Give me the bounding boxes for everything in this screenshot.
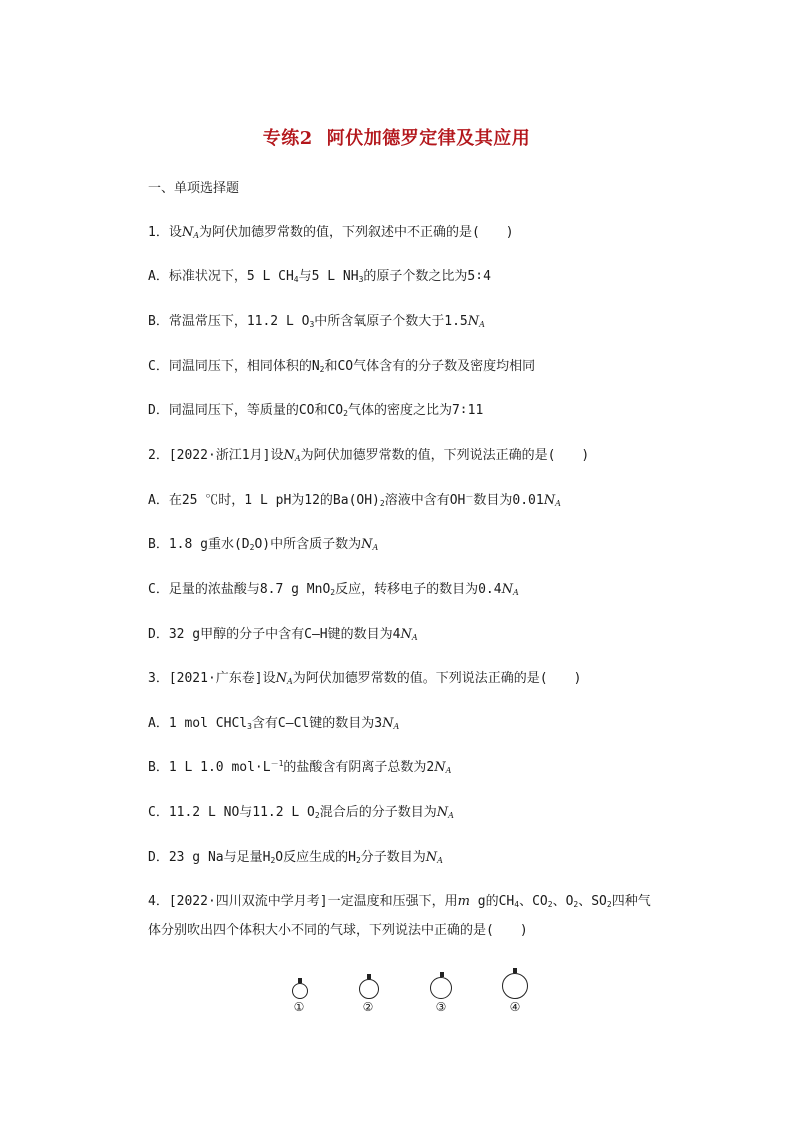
title-part-b: 阿伏加德罗定律及其应用 bbox=[326, 128, 531, 149]
question-1-option-a[interactable]: A．标准状况下，5 L $CH_4$与5 L $NH_3$的原子个数之比为5∶4 bbox=[148, 269, 491, 284]
question-1-option-b[interactable]: B．常温常压下，11.2 L $O_3$中所含氧原子个数大于$1.5N_A$ bbox=[148, 314, 485, 329]
section-heading: 一、单项选择题 bbox=[148, 181, 240, 196]
question-2-option-c[interactable]: C．足量的浓盐酸与8.7 g MnO$_2$反应，转移电子的数目为$0.4N_A$ bbox=[148, 582, 519, 597]
question-4-stem-line1: 4．[2022·四川双流中学月考]一定温度和压强下，用m g的$CH_4$、$CO_2$、$O_2$、$SO_2$四种气 bbox=[148, 894, 651, 909]
question-3-option-b[interactable]: B．1 L 1.0 $mol\cdot L^{-1}$的盐酸含有阴离子总数为$2N_A$ bbox=[148, 759, 452, 775]
question-2-option-a[interactable]: A．在25 ℃时，1 L pH为12的$Ba(OH)_2$溶液中含有OH－数目为$0.01N_A$ bbox=[148, 492, 561, 508]
question-3-option-c[interactable]: C．11.2 L NO与11.2 L $O_2$混合后的分子数目为$N_A$ bbox=[148, 805, 454, 820]
question-3-option-a[interactable]: A．1 mol CHCl$_3$含有C—Cl键的数目为$3N_A$ bbox=[148, 716, 400, 731]
question-2-option-b[interactable]: B．1.8 g重水$(D_2O)$中所含质子数为$N_A$ bbox=[148, 537, 379, 552]
title-part-a: 专练2 bbox=[262, 128, 313, 149]
page-title bbox=[0, 124, 793, 150]
question-1-option-d[interactable]: D．同温同压下，等质量的CO和$CO_2$气体的密度之比为7∶11 bbox=[148, 403, 484, 418]
balloon-label-2: ② bbox=[362, 1000, 374, 1014]
balloon-figure bbox=[280, 966, 540, 1026]
balloon-label-3: ③ bbox=[435, 1000, 447, 1014]
question-1-option-c[interactable]: C．同温同压下，相同体积的$N_2$和CO气体含有的分子数及密度均相同 bbox=[148, 359, 536, 374]
question-1-stem: 1．设$N_A$为阿伏加德罗常数的值，下列叙述中不正确的是( ) bbox=[148, 225, 514, 240]
question-3-stem: 3．[2021·广东卷]设$N_A$为阿伏加德罗常数的值。下列说法正确的是( ) bbox=[148, 671, 582, 686]
balloon-label-4: ④ bbox=[509, 1000, 521, 1014]
question-2-option-d[interactable]: D．32 g甲醇的分子中含有C—H键的数目为$4N_A$ bbox=[148, 627, 418, 642]
balloon-label-1: ① bbox=[293, 1000, 305, 1014]
question-3-option-d[interactable]: D．23 g Na与足量$H_2O$反应生成的$H_2$分子数目为$N_A$ bbox=[148, 850, 443, 865]
question-2-stem: 2．[2022·浙江1月]设$N_A$为阿伏加德罗常数的值，下列说法正确的是( ) bbox=[148, 448, 590, 463]
question-4-stem-line2: 体分别吹出四个体积大小不同的气球，下列说法中正确的是( ) bbox=[148, 923, 528, 938]
